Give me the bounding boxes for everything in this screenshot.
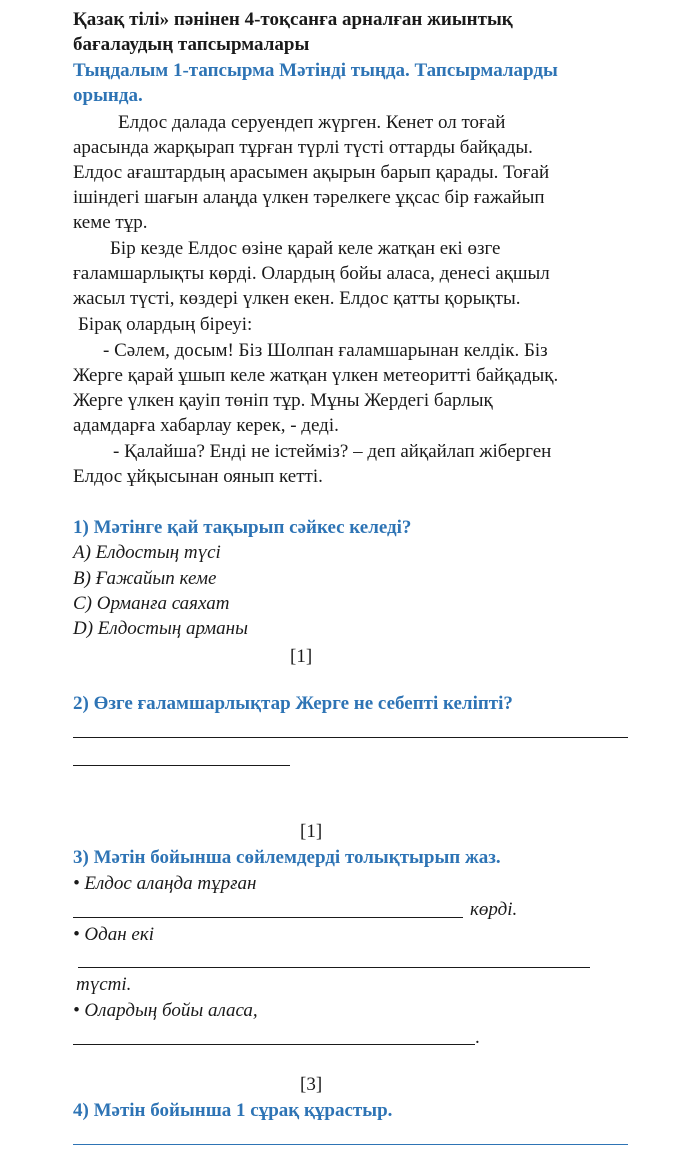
question-3-item-1-end: көрді. xyxy=(470,899,518,920)
passage-line: кеме тұр. xyxy=(73,212,148,233)
passage-line: адамдарға хабарлау керек, - деді. xyxy=(73,415,339,436)
passage-line: Елдос ұйқысынан оянып кетті. xyxy=(73,466,323,487)
question-3-mark: [3] xyxy=(300,1074,323,1095)
question-1-option-d: D) Елдостың арманы xyxy=(73,618,248,639)
question-1-text: 1) Мәтінге қай тақырып сәйкес келеді? xyxy=(73,517,412,538)
question-3-item-2: • Одан екі xyxy=(73,924,155,945)
question-3-item-3-end: . xyxy=(475,1027,480,1048)
passage-line: Бірақ олардың біреуі: xyxy=(78,314,253,335)
passage-line: Жерге қарай ұшып келе жатқан үлкен метеоритті байқадық. xyxy=(73,365,559,386)
answer-line[interactable] xyxy=(73,917,463,918)
answer-line[interactable] xyxy=(73,1044,475,1045)
task-heading-line-2: орында. xyxy=(73,85,143,106)
passage-line: - Сәлем, досым! Біз Шолпан ғаламшарынан келдік. Біз xyxy=(103,340,548,361)
passage-line: Елдос ағаштардың арасымен ақырын барып қарады. Тоғай xyxy=(73,162,550,183)
passage-line: - Қалайша? Енді не істейміз? – деп айқайлап жіберген xyxy=(113,441,552,462)
passage-line: жасыл түсті, көздері үлкен екен. Елдос қатты қорықты. xyxy=(73,288,521,309)
page-title-line-2: бағалаудың тапсырмалары xyxy=(73,34,310,55)
answer-line[interactable] xyxy=(73,1144,628,1145)
passage-line: ішіндегі шағын алаңда үлкен тәрелкеге ұқсас бір ғажайып xyxy=(73,187,545,208)
question-3-item-3: • Олардың бойы аласа, xyxy=(73,1000,258,1021)
answer-line[interactable] xyxy=(78,967,590,968)
passage-line: арасында жарқырап тұрған түрлі түсті оттарды байқады. xyxy=(73,137,533,158)
question-1-option-b: B) Ғажайып кеме xyxy=(73,568,217,589)
passage-line: Бір кезде Елдос өзіне қарай келе жатқан екі өзге xyxy=(110,238,501,259)
question-1-option-a: A) Елдостың түсі xyxy=(73,542,221,563)
answer-line[interactable] xyxy=(73,737,628,738)
question-3-item-1: • Елдос алаңда тұрған xyxy=(73,873,257,894)
page-title-line-1: Қазақ тілі» пәнінен 4-тоқсанға арналған жиынтық xyxy=(73,9,513,30)
answer-line[interactable] xyxy=(73,765,290,766)
passage-line: ғаламшарлықты көрді. Олардың бойы аласа, денесі ақшыл xyxy=(73,263,550,284)
question-3-text: 3) Мәтін бойынша сөйлемдерді толықтырып жаз. xyxy=(73,847,501,868)
passage-line: Жерге үлкен қауіп төніп тұр. Мұны Жердегі барлық xyxy=(73,390,493,411)
question-4-text: 4) Мәтін бойынша 1 сұрақ құрастыр. xyxy=(73,1100,393,1121)
question-1-mark: [1] xyxy=(290,646,313,667)
task-heading-line-1: Тыңдалым 1-тапсырма Мәтінді тыңда. Тапсырмаларды xyxy=(73,60,558,81)
question-2-text: 2) Өзге ғаламшарлықтар Жерге не себепті келіпті? xyxy=(73,693,513,714)
passage-line: Елдос далада серуендеп жүрген. Кенет ол тоғай xyxy=(118,112,506,133)
question-2-mark: [1] xyxy=(300,821,323,842)
question-3-item-2-end: түсті. xyxy=(76,974,132,995)
question-1-option-c: C) Орманға саяхат xyxy=(73,593,230,614)
